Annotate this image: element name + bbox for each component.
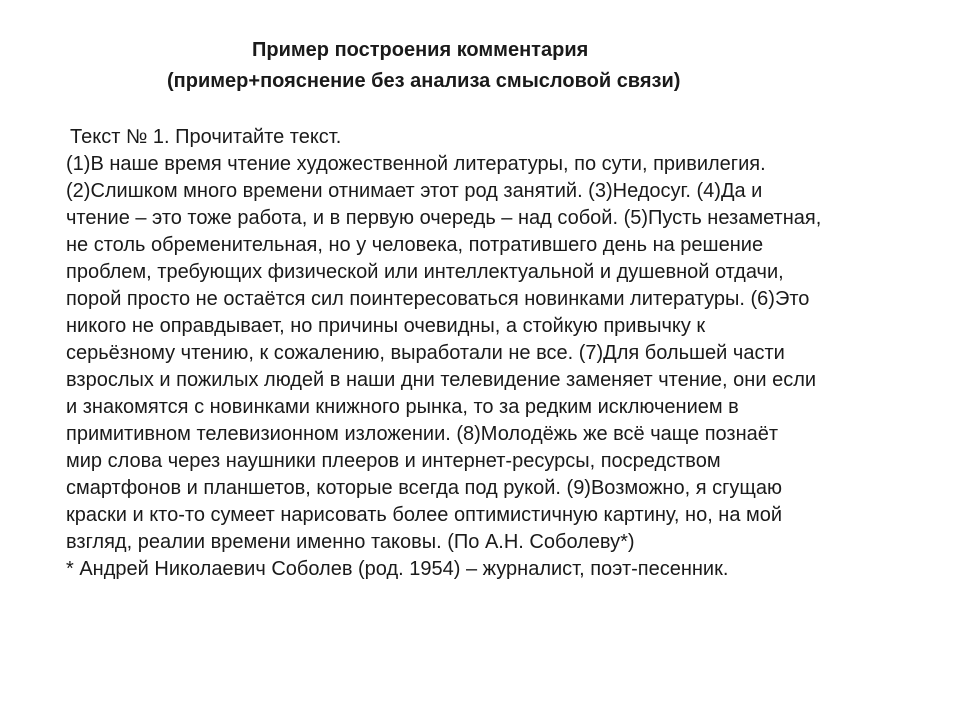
text-line: чтение – это тоже работа, и в первую очередь – над собой. (5)Пусть незаметная, <box>66 207 822 229</box>
text-line: краски и кто-то сумеет нарисовать более оптимистичную картину, но, на мой <box>66 504 783 526</box>
text-line: никого не оправдывает, но причины очевидны, а стойкую привычку к <box>66 315 706 337</box>
text-body <box>66 124 896 583</box>
text-line: серьёзному чтению, к сожалению, выработали не все. (7)Для большей части <box>66 342 785 364</box>
title-line-2: (пример+пояснение без анализа смысловой связи) <box>167 70 681 92</box>
text-line: смартфонов и планшетов, которые всегда под рукой. (9)Возможно, я сгущаю <box>66 477 782 499</box>
text-heading: Текст № 1. Прочитайте текст. <box>70 126 342 148</box>
text-line: и знакомятся с новинками книжного рынка, то за редким исключением в <box>66 396 739 418</box>
text-line: взгляд, реалии времени именно таковы. (По А.Н. Соболеву*) <box>66 531 635 553</box>
text-line: примитивном телевизионном изложении. (8)Молодёжь же всё чаще познаёт <box>66 423 779 445</box>
text-line: проблем, требующих физической или интеллектуальной и душевной отдачи, <box>66 261 784 283</box>
text-line: порой просто не остаётся сил поинтересоваться новинками литературы. (6)Это <box>66 288 810 310</box>
text-line: (2)Слишком много времени отнимает этот род занятий. (3)Недосуг. (4)Да и <box>66 180 763 202</box>
title-line-1: Пример построения комментария <box>252 39 589 61</box>
text-line: взрослых и пожилых людей в наши дни телевидение заменяет чтение, они если <box>66 369 817 391</box>
text-line: не столь обременительная, но у человека, потратившего день на решение <box>66 234 764 256</box>
text-line: (1)В наше время чтение художественной литературы, по сути, привилегия. <box>66 153 766 175</box>
text-line: мир слова через наушники плееров и интернет-ресурсы, посредством <box>66 450 721 472</box>
footnote: * Андрей Николаевич Соболев (род. 1954) – журналист, поэт-песенник. <box>66 558 729 580</box>
